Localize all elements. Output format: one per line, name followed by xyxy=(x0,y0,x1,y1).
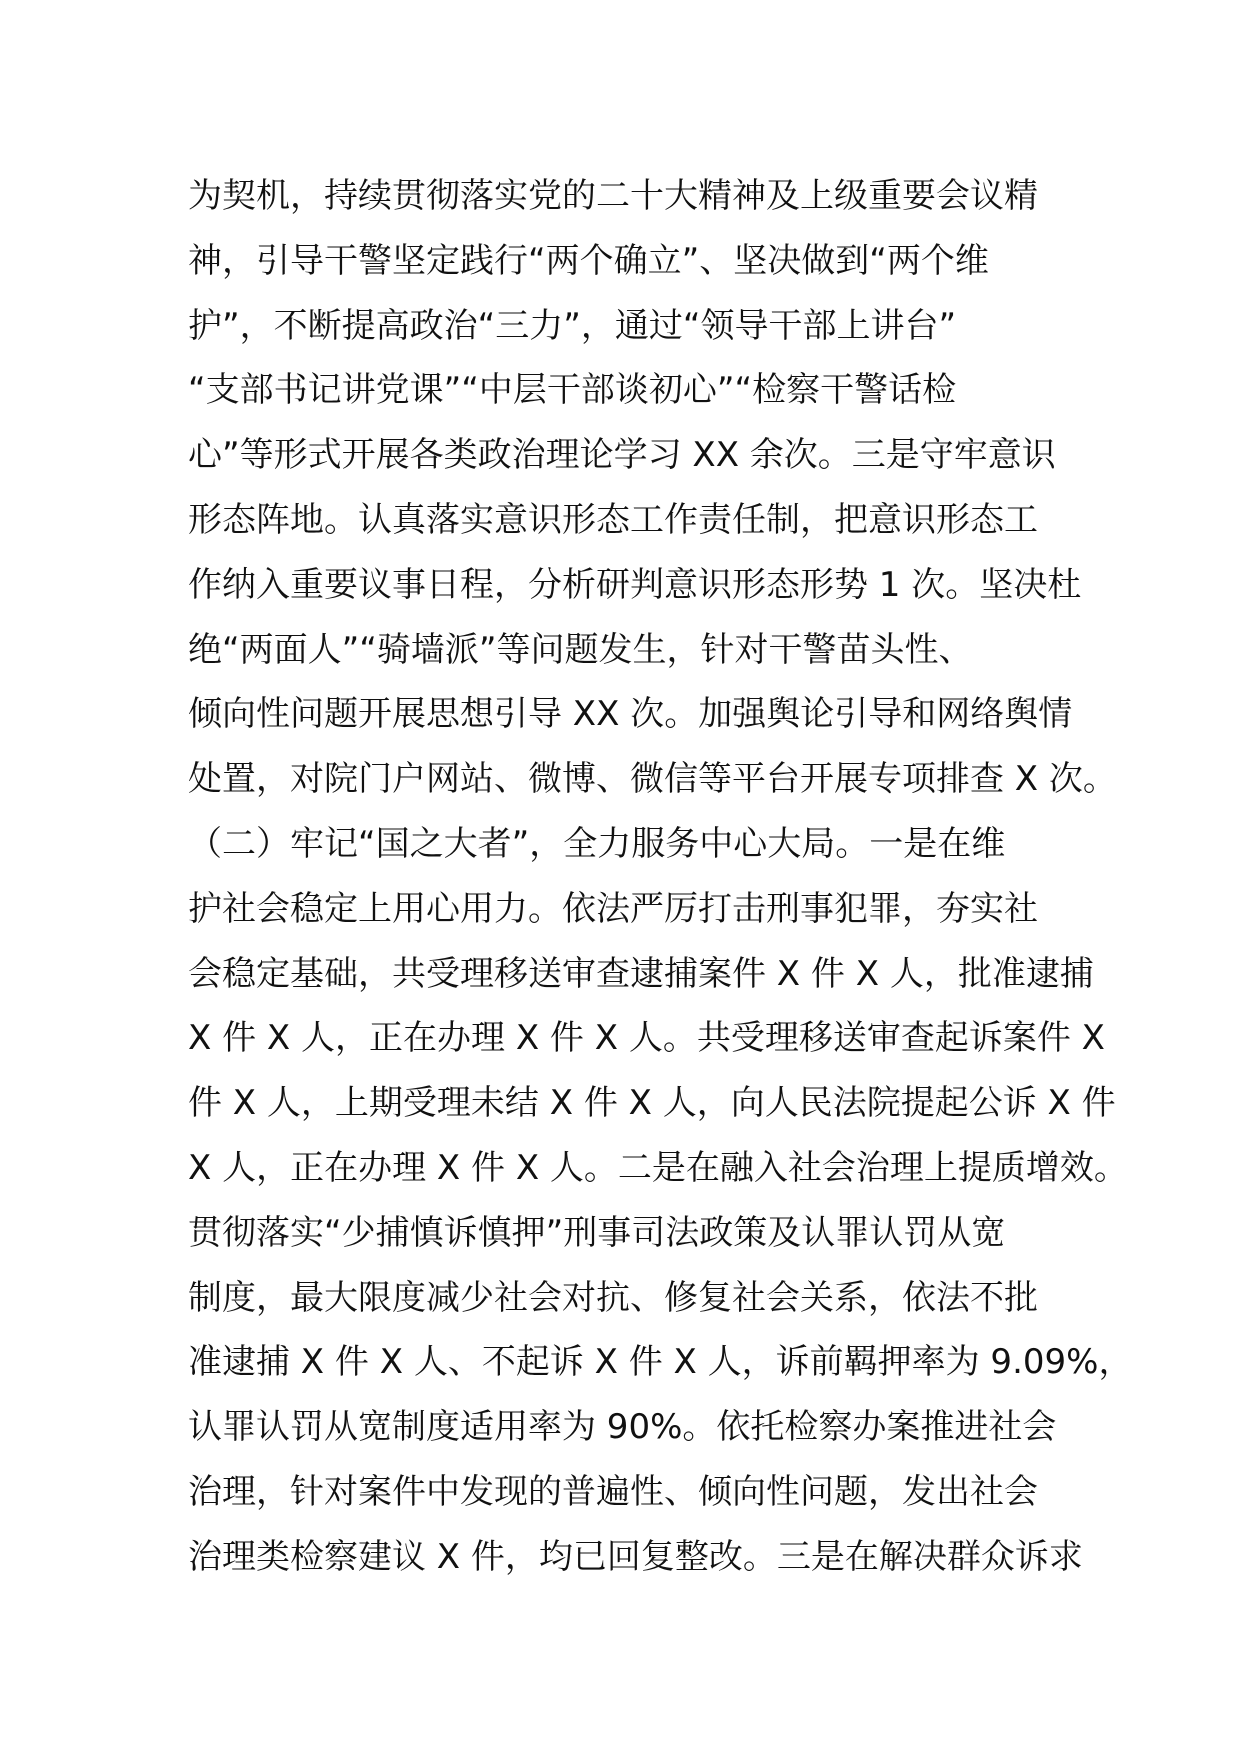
text-line: “支部书记讲党课”“中层干部谈初心”“检察干警话检 xyxy=(188,370,957,411)
text-line: 倾向性问题开展思想引导 XX 次。加强舆论引导和网络舆情 xyxy=(188,694,1073,735)
text-line: 准逮捕 X 件 X 人、不起诉 X 件 X 人，诉前羁押率为 9.09%， xyxy=(188,1342,1133,1383)
text-line: 制度，最大限度减少社会对抗、修复社会关系，依法不批 xyxy=(188,1277,1038,1318)
text-line: 神，引导干警坚定践行“两个确立”、坚决做到“两个维 xyxy=(188,240,989,281)
text-line: 件 X 人，上期受理未结 X 件 X 人，向人民法院提起公诉 X 件 xyxy=(188,1083,1116,1124)
body-text xyxy=(188,164,1133,1590)
text-line: 认罪认罚从宽制度适用率为 90%。依托检察办案推进社会 xyxy=(188,1407,1057,1448)
text-line: 为契机，持续贯彻落实党的二十大精神及上级重要会议精 xyxy=(188,176,1038,216)
text-line: 心”等形式开展各类政治理论学习 XX 余次。三是守牢意识 xyxy=(188,435,1056,476)
text-line: 护”，不断提高政治“三力”，通过“领导干部上讲台” xyxy=(188,305,957,346)
text-line: 绝“两面人”“骑墙派”等问题发生，针对干警苗头性、 xyxy=(188,629,973,670)
text-line: X 人，正在办理 X 件 X 人。二是在融入社会治理上提质增效。 xyxy=(188,1147,1128,1188)
text-line: 贯彻落实“少捕慎诉慎押”刑事司法政策及认罪认罚从宽 xyxy=(188,1212,1006,1253)
section-heading-line: （二）牢记“国之大者”，全力服务中心大局。一是在维 xyxy=(188,823,1006,864)
text-line: 会稳定基础，共受理移送审查逮捕案件 X 件 X 人，批准逮捕 xyxy=(188,953,1094,994)
text-line: 治理，针对案件中发现的普遍性、倾向性问题，发出社会 xyxy=(188,1471,1038,1512)
text-line: 治理类检察建议 X 件，均已回复整改。三是在解决群众诉求 xyxy=(188,1536,1083,1577)
text-line: 作纳入重要议事日程，分析研判意识形态形势 1 次。坚决杜 xyxy=(188,564,1082,605)
text-line: X 件 X 人，正在办理 X 件 X 人。共受理移送审查起诉案件 X xyxy=(188,1018,1105,1059)
text-line: 处置，对院门户网站、微博、微信等平台开展专项排查 X 次。 xyxy=(188,759,1117,800)
text-line: 护社会稳定上用心用力。依法严厉打击刑事犯罪，夯实社 xyxy=(188,888,1038,929)
text-line: 形态阵地。认真落实意识形态工作责任制，把意识形态工 xyxy=(188,499,1038,540)
